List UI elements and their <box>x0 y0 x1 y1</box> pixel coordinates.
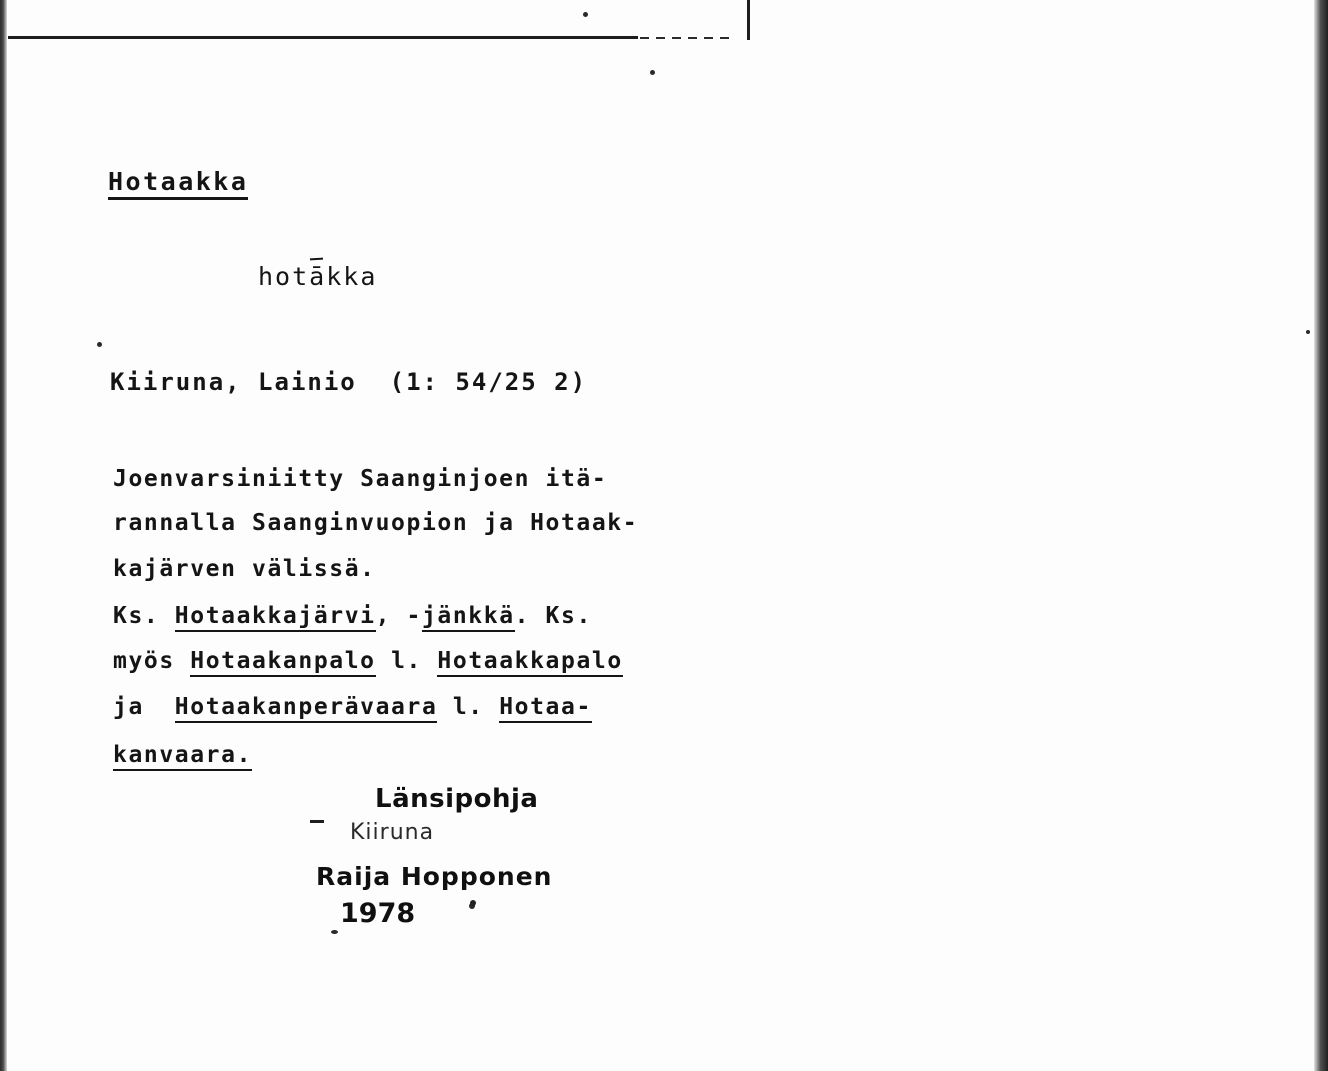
page-right-edge-shadow <box>1314 0 1328 1071</box>
location-line: Kiiruna, Lainio (1: 54/25 2) <box>110 368 588 396</box>
scan-speck <box>650 70 655 75</box>
stamp-collector: Raija Hopponen <box>316 862 553 891</box>
top-rule-dashed-continuation <box>640 37 735 39</box>
headword: Hotaakka <box>108 168 248 200</box>
body-line: rannalla Saanginvuopion ja Hotaak- <box>113 510 639 536</box>
macron-a: ā <box>309 262 327 291</box>
scan-speck <box>470 900 476 906</box>
body-line: ja Hotaakanperävaara l. Hotaa- <box>113 694 592 720</box>
top-horizontal-rule <box>8 36 638 39</box>
body-line: Joenvarsiniitty Saanginjoen itä- <box>113 466 608 492</box>
scan-speck <box>1306 330 1310 334</box>
body-line: kanvaara. <box>113 742 252 768</box>
body-line: Ks. Hotaakkajärvi, -jänkkä. Ks. <box>113 603 592 629</box>
scan-speck <box>331 930 338 934</box>
stamp-dash-mark <box>310 820 324 823</box>
page-left-edge-shadow <box>0 0 7 1071</box>
scan-speck <box>583 12 588 17</box>
body-line: myös Hotaakanpalo l. Hotaakkapalo <box>113 648 623 674</box>
stamp-year: 1978 <box>340 898 416 929</box>
stamp-region: Länsipohja <box>375 784 539 814</box>
top-vertical-rule <box>747 0 750 40</box>
stamp-place: Kiiruna <box>350 820 435 845</box>
body-line: kajärven välissä. <box>113 556 376 582</box>
scan-speck <box>97 342 102 347</box>
pronunciation: hotākka <box>258 262 378 291</box>
